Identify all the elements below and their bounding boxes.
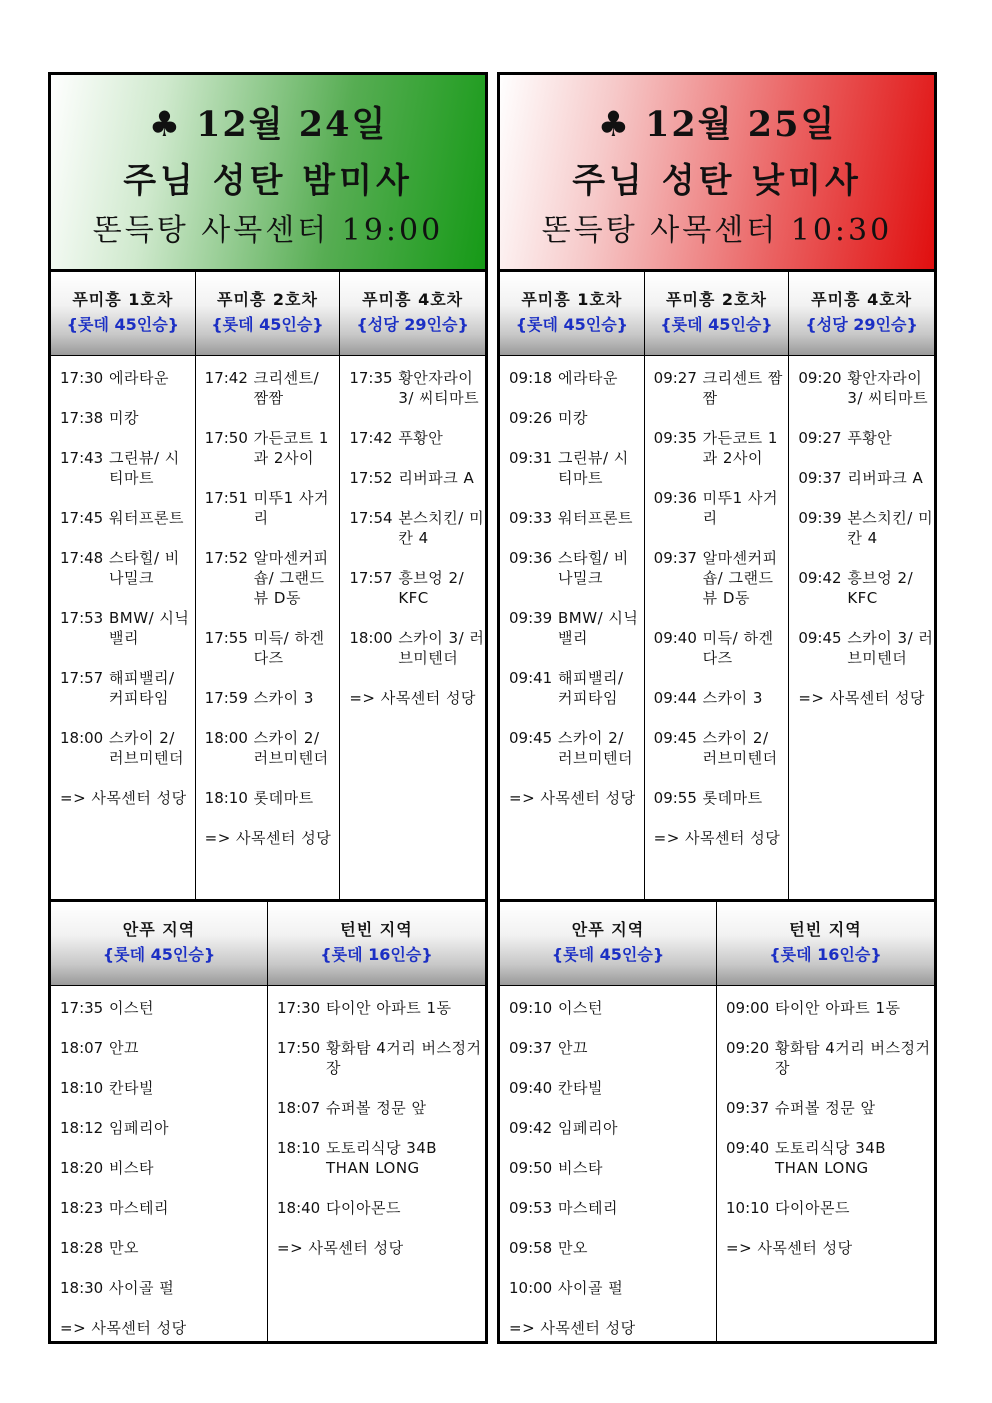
stop-place: 가든코트 1과 2사이 bbox=[702, 429, 778, 467]
route-header bbox=[51, 272, 195, 356]
bottom-routes bbox=[51, 902, 485, 1341]
stop-place: 롯데마트 bbox=[702, 789, 763, 807]
route-column bbox=[268, 902, 485, 1341]
stop-list bbox=[789, 356, 934, 708]
stop-list bbox=[340, 356, 485, 708]
stop-time: 10:00 bbox=[509, 1279, 553, 1297]
stop-time: 17:43 bbox=[60, 449, 104, 467]
stop-place: 칸타빌 bbox=[109, 1079, 154, 1097]
stop-time: 10:10 bbox=[726, 1199, 770, 1217]
stop-item bbox=[349, 428, 485, 448]
stop-time: 09:45 bbox=[653, 729, 697, 747]
stop-place: 다이아몬드 bbox=[775, 1199, 850, 1217]
stop-time: 18:07 bbox=[60, 1039, 104, 1057]
stop-place: 다이아몬드 bbox=[326, 1199, 401, 1217]
stop-item bbox=[654, 488, 789, 528]
stop-place: 미뚜1 사거리 bbox=[702, 489, 778, 527]
schedule-header bbox=[51, 75, 485, 272]
stop-place: 크리센트 짬짬 bbox=[702, 369, 783, 407]
stop-time: 17:51 bbox=[204, 489, 248, 507]
route-header bbox=[717, 902, 934, 986]
stop-time: 18:10 bbox=[277, 1139, 321, 1157]
stop-time: 18:10 bbox=[60, 1079, 104, 1097]
stop-place: 알마센커피숍/ 그랜드뷰 D동 bbox=[253, 549, 329, 607]
stop-time: 09:37 bbox=[509, 1039, 553, 1057]
stop-place: 에라타운 bbox=[558, 369, 618, 387]
stop-time: 17:30 bbox=[60, 369, 104, 387]
stop-place: 본스치킨/ 미칸 4 bbox=[847, 509, 934, 547]
stop-item bbox=[205, 628, 340, 668]
route-column bbox=[51, 272, 196, 899]
route-column bbox=[500, 902, 717, 1341]
stop-item bbox=[798, 568, 934, 608]
christmas-eve-schedule bbox=[48, 72, 488, 1344]
stop-place: 흥브엉 2/ KFC bbox=[398, 569, 465, 607]
route-header bbox=[196, 272, 340, 356]
stop-item bbox=[798, 628, 934, 668]
bus-info: {롯데 45인승} bbox=[66, 315, 180, 334]
stop-item bbox=[349, 508, 485, 548]
stop-time: 09:26 bbox=[509, 409, 553, 427]
stop-time: 18:00 bbox=[60, 729, 104, 747]
stop-place: 스카이 3/ 러브미텐더 bbox=[847, 629, 934, 667]
stop-time: 17:57 bbox=[349, 569, 393, 587]
stop-place: 만오 bbox=[558, 1239, 588, 1257]
stop-item bbox=[205, 428, 340, 468]
stop-place: 비스타 bbox=[109, 1159, 154, 1177]
stop-place: 미캉 bbox=[558, 409, 588, 427]
stop-place: 이스턴 bbox=[558, 999, 603, 1017]
stop-item bbox=[60, 1158, 267, 1178]
stop-item bbox=[509, 728, 644, 768]
stop-item bbox=[726, 1038, 934, 1078]
stop-place: 미득/ 하겐다즈 bbox=[253, 629, 325, 667]
stop-time: 09:42 bbox=[509, 1119, 553, 1137]
stop-place: 해피밸리/ 커피타임 bbox=[558, 669, 624, 707]
top-routes bbox=[500, 272, 934, 902]
route-column bbox=[645, 272, 790, 899]
stop-place: 타이안 아파트 1동 bbox=[775, 999, 901, 1017]
stop-item bbox=[60, 998, 267, 1018]
stop-place: 스타힐/ 비나밀크 bbox=[109, 549, 180, 587]
stop-item bbox=[509, 1238, 716, 1258]
stop-place: 임페리아 bbox=[109, 1119, 169, 1137]
stop-item bbox=[509, 1118, 716, 1138]
stop-time: 09:45 bbox=[509, 729, 553, 747]
stop-time: 17:55 bbox=[204, 629, 248, 647]
mass-title: 주님 성탄 밤미사 bbox=[123, 161, 413, 201]
stop-item bbox=[509, 608, 644, 648]
stop-place: 워터프론트 bbox=[558, 509, 633, 527]
stop-item bbox=[726, 1098, 934, 1118]
bus-info: {롯데 45인승} bbox=[211, 315, 324, 334]
stop-time: 09:37 bbox=[726, 1099, 770, 1117]
stop-item bbox=[726, 998, 934, 1018]
stop-time: 09:36 bbox=[653, 489, 697, 507]
stop-place: 스카이 2/ 러브미텐더 bbox=[558, 729, 633, 767]
stop-item bbox=[509, 368, 644, 388]
stop-item bbox=[654, 428, 789, 468]
stop-time: 17:50 bbox=[277, 1039, 321, 1057]
route-column bbox=[717, 902, 934, 1341]
stop-item bbox=[60, 368, 195, 388]
stop-time: 18:07 bbox=[277, 1099, 321, 1117]
route-header bbox=[500, 272, 644, 356]
stop-time: 17:42 bbox=[349, 429, 393, 447]
stop-time: 09:39 bbox=[798, 509, 842, 527]
destination: => 사목센터 성당 bbox=[204, 829, 332, 847]
bus-info: {롯데 45인승} bbox=[515, 315, 629, 334]
destination: => 사목센터 성당 bbox=[60, 1319, 187, 1337]
stop-item bbox=[509, 998, 716, 1018]
stop-place: 미캉 bbox=[109, 409, 139, 427]
stop-time: 17:35 bbox=[349, 369, 393, 387]
stop-item bbox=[205, 788, 340, 808]
stop-place: 스카이 2/ 러브미텐더 bbox=[702, 729, 778, 767]
stop-time: 09:58 bbox=[509, 1239, 553, 1257]
stop-time: 17:53 bbox=[60, 609, 104, 627]
stop-time: 09:37 bbox=[653, 549, 697, 567]
bus-info: {롯데 45인승} bbox=[102, 945, 216, 964]
stop-item bbox=[349, 368, 485, 408]
stop-item bbox=[349, 628, 485, 668]
stop-time: 17:54 bbox=[349, 509, 393, 527]
stop-item bbox=[509, 1198, 716, 1218]
destination: => 사목센터 성당 bbox=[726, 1239, 853, 1257]
stop-time: 09:39 bbox=[509, 609, 553, 627]
stop-time: 09:33 bbox=[509, 509, 553, 527]
stop-item bbox=[726, 1138, 934, 1178]
stop-place: 크리센트/ 짬짬 bbox=[253, 369, 320, 407]
stop-place: 사이골 펄 bbox=[109, 1279, 175, 1297]
route-title: 푸미흥 4호차 bbox=[811, 290, 913, 309]
stop-time: 09:20 bbox=[726, 1039, 770, 1057]
stop-time: 09:27 bbox=[653, 369, 697, 387]
stop-item bbox=[205, 488, 340, 528]
stop-item bbox=[798, 428, 934, 448]
stop-time: 09:35 bbox=[653, 429, 697, 447]
stop-time: 09:27 bbox=[798, 429, 842, 447]
stop-list bbox=[51, 356, 195, 808]
stop-place: BMW/ 시닉밸리 bbox=[109, 609, 190, 647]
bus-info: {성당 29인승} bbox=[805, 315, 918, 334]
stop-place: 푸황안 bbox=[398, 429, 444, 447]
route-header bbox=[268, 902, 485, 986]
stop-place: 안끄 bbox=[558, 1039, 588, 1057]
stop-item bbox=[60, 1038, 267, 1058]
mass-place-time: 똔득탕 사목센터 19:00 bbox=[92, 213, 444, 248]
stop-time: 09:31 bbox=[509, 449, 553, 467]
stop-time: 18:30 bbox=[60, 1279, 104, 1297]
stop-time: 17:38 bbox=[60, 409, 104, 427]
stop-item bbox=[277, 1098, 485, 1118]
stop-item bbox=[509, 1078, 716, 1098]
mass-date: 12월 25일 bbox=[645, 104, 837, 145]
stop-place: 롯데마트 bbox=[253, 789, 314, 807]
stop-place: 타이안 아파트 1동 bbox=[326, 999, 452, 1017]
route-column bbox=[340, 272, 485, 899]
stop-time: 09:50 bbox=[509, 1159, 553, 1177]
bus-info: {롯데 45인승} bbox=[551, 945, 665, 964]
route-header bbox=[645, 272, 789, 356]
stop-place: 푸황안 bbox=[847, 429, 893, 447]
route-column bbox=[51, 902, 268, 1341]
stop-place: 스카이 2/ 러브미텐더 bbox=[109, 729, 184, 767]
stop-place: BMW/ 시닉밸리 bbox=[558, 609, 639, 647]
mass-place-time: 똔득탕 사목센터 10:30 bbox=[541, 213, 893, 248]
route-title: 안푸 지역 bbox=[571, 920, 645, 939]
stop-time: 09:10 bbox=[509, 999, 553, 1017]
stop-place: 도토리식당 34B THAN LONG bbox=[775, 1139, 887, 1177]
stop-place: 마스테리 bbox=[109, 1199, 169, 1217]
route-title: 안푸 지역 bbox=[122, 920, 196, 939]
stop-place: 흥브엉 2/ KFC bbox=[847, 569, 914, 607]
stop-place: 슈퍼볼 정문 앞 bbox=[775, 1099, 876, 1117]
stop-item bbox=[509, 408, 644, 428]
stop-place: 임페리아 bbox=[558, 1119, 618, 1137]
stop-item bbox=[654, 368, 789, 408]
route-column bbox=[500, 272, 645, 899]
stop-item bbox=[798, 468, 934, 488]
stop-place: 알마센커피숍/ 그랜드뷰 D동 bbox=[702, 549, 778, 607]
bottom-routes bbox=[500, 902, 934, 1341]
stop-place: 워터프론트 bbox=[109, 509, 184, 527]
stop-place: 만오 bbox=[109, 1239, 139, 1257]
stop-item bbox=[205, 368, 340, 408]
stop-list bbox=[645, 356, 789, 848]
stop-time: 18:00 bbox=[204, 729, 248, 747]
stop-time: 09:44 bbox=[653, 689, 697, 707]
stop-item bbox=[277, 998, 485, 1018]
stop-place: 미득/ 하겐다즈 bbox=[702, 629, 774, 667]
route-title: 푸미흥 4호차 bbox=[362, 290, 464, 309]
bus-info: {성당 29인승} bbox=[356, 315, 469, 334]
stop-time: 18:23 bbox=[60, 1199, 104, 1217]
stop-place: 본스치킨/ 미칸 4 bbox=[398, 509, 485, 547]
stop-place: 슈퍼볼 정문 앞 bbox=[326, 1099, 427, 1117]
stop-item bbox=[60, 1278, 267, 1298]
stop-item bbox=[60, 728, 195, 768]
stop-time: 09:00 bbox=[726, 999, 770, 1017]
stop-time: 09:40 bbox=[509, 1079, 553, 1097]
stop-time: 17:48 bbox=[60, 549, 104, 567]
stop-item bbox=[60, 408, 195, 428]
mass-title: 주님 성탄 낮미사 bbox=[572, 161, 862, 201]
stop-place: 마스테리 bbox=[558, 1199, 618, 1217]
stop-item bbox=[205, 688, 340, 708]
destination: => 사목센터 성당 bbox=[60, 789, 187, 807]
bus-info: {롯데 45인승} bbox=[660, 315, 773, 334]
stop-item bbox=[277, 1198, 485, 1218]
stop-time: 09:18 bbox=[509, 369, 553, 387]
stop-place: 황화탐 4거리 버스정거장 bbox=[326, 1039, 482, 1077]
stop-list bbox=[500, 986, 716, 1338]
stop-item bbox=[60, 548, 195, 588]
stop-place: 황화탐 4거리 버스정거장 bbox=[775, 1039, 931, 1077]
route-title: 푸미흥 1호차 bbox=[521, 290, 623, 309]
route-header bbox=[51, 902, 267, 986]
route-header bbox=[340, 272, 485, 356]
stop-item bbox=[60, 1238, 267, 1258]
stop-place: 도토리식당 34B THAN LONG bbox=[326, 1139, 438, 1177]
route-column bbox=[196, 272, 341, 899]
stop-item bbox=[349, 568, 485, 608]
stop-list bbox=[500, 356, 644, 808]
bus-info: {롯데 16인승} bbox=[320, 945, 433, 964]
stop-place: 그린뷰/ 시티마트 bbox=[109, 449, 180, 487]
stop-item bbox=[798, 368, 934, 408]
stop-time: 17:59 bbox=[204, 689, 248, 707]
stop-place: 황안자라이 3/ 씨티마트 bbox=[398, 369, 480, 407]
stop-item bbox=[60, 608, 195, 648]
club-icon: ♣ bbox=[148, 104, 183, 145]
stop-item bbox=[60, 1118, 267, 1138]
stop-item bbox=[349, 468, 485, 488]
stop-place: 이스턴 bbox=[109, 999, 154, 1017]
destination: => 사목센터 성당 bbox=[509, 1319, 636, 1337]
stop-time: 09:36 bbox=[509, 549, 553, 567]
destination: => 사목센터 성당 bbox=[349, 689, 476, 707]
bus-info: {롯데 16인승} bbox=[769, 945, 882, 964]
stop-time: 09:37 bbox=[798, 469, 842, 487]
stop-time: 18:00 bbox=[349, 629, 393, 647]
stop-item bbox=[60, 1198, 267, 1218]
destination: => 사목센터 성당 bbox=[653, 829, 781, 847]
stop-time: 09:45 bbox=[798, 629, 842, 647]
stop-time: 09:40 bbox=[726, 1139, 770, 1157]
stop-item bbox=[509, 508, 644, 528]
stop-item bbox=[205, 548, 340, 608]
stop-item bbox=[205, 728, 340, 768]
route-title: 턴빈 지역 bbox=[789, 920, 862, 939]
route-header bbox=[789, 272, 934, 356]
schedule-header bbox=[500, 75, 934, 272]
stop-place: 스카이 2/ 러브미텐더 bbox=[253, 729, 329, 767]
stop-time: 17:50 bbox=[204, 429, 248, 447]
stop-time: 09:42 bbox=[798, 569, 842, 587]
stop-time: 09:53 bbox=[509, 1199, 553, 1217]
stop-place: 가든코트 1과 2사이 bbox=[253, 429, 329, 467]
route-title: 푸미흥 1호차 bbox=[72, 290, 174, 309]
stop-place: 에라타운 bbox=[109, 369, 169, 387]
stop-item bbox=[654, 728, 789, 768]
stop-place: 황안자라이 3/ 씨티마트 bbox=[847, 369, 929, 407]
stop-item bbox=[60, 1078, 267, 1098]
stop-item bbox=[654, 688, 789, 708]
destination: => 사목센터 성당 bbox=[277, 1239, 404, 1257]
stop-place: 사이골 펄 bbox=[558, 1279, 624, 1297]
stop-item bbox=[509, 668, 644, 708]
stop-time: 17:35 bbox=[60, 999, 104, 1017]
route-column bbox=[789, 272, 934, 899]
stop-time: 17:57 bbox=[60, 669, 104, 687]
stop-item bbox=[509, 1158, 716, 1178]
stop-time: 09:20 bbox=[798, 369, 842, 387]
stop-list bbox=[51, 986, 267, 1338]
stop-time: 18:10 bbox=[204, 789, 248, 807]
stop-item bbox=[654, 628, 789, 668]
stop-place: 그린뷰/ 시티마트 bbox=[558, 449, 629, 487]
stop-place: 리버파크 A bbox=[847, 469, 924, 487]
stop-place: 스카이 3 bbox=[253, 689, 314, 707]
stop-item bbox=[726, 1198, 934, 1218]
club-icon: ♣ bbox=[597, 104, 632, 145]
stop-time: 09:41 bbox=[509, 669, 553, 687]
stop-time: 18:40 bbox=[277, 1199, 321, 1217]
stop-time: 17:30 bbox=[277, 999, 321, 1017]
stop-place: 비스타 bbox=[558, 1159, 603, 1177]
destination: => 사목센터 성당 bbox=[798, 689, 925, 707]
stop-list bbox=[268, 986, 485, 1258]
christmas-day-schedule bbox=[497, 72, 937, 1344]
mass-date: 12월 24일 bbox=[196, 104, 388, 145]
stop-item bbox=[60, 668, 195, 708]
stop-place: 스타힐/ 비나밀크 bbox=[558, 549, 629, 587]
stop-list bbox=[717, 986, 934, 1258]
stop-item bbox=[509, 1038, 716, 1058]
destination: => 사목센터 성당 bbox=[509, 789, 636, 807]
stop-item bbox=[60, 448, 195, 488]
stop-place: 미뚜1 사거리 bbox=[253, 489, 329, 527]
stop-item bbox=[654, 548, 789, 608]
stop-time: 18:12 bbox=[60, 1119, 104, 1137]
top-routes bbox=[51, 272, 485, 902]
stop-list bbox=[196, 356, 340, 848]
stop-place: 안끄 bbox=[109, 1039, 139, 1057]
route-header bbox=[500, 902, 716, 986]
stop-item bbox=[60, 508, 195, 528]
stop-time: 18:28 bbox=[60, 1239, 104, 1257]
stop-time: 17:52 bbox=[349, 469, 393, 487]
stop-place: 스카이 3 bbox=[702, 689, 763, 707]
stop-place: 리버파크 A bbox=[398, 469, 475, 487]
route-title: 턴빈 지역 bbox=[340, 920, 413, 939]
stop-item bbox=[798, 508, 934, 548]
stop-time: 17:52 bbox=[204, 549, 248, 567]
route-title: 푸미흥 2호차 bbox=[216, 290, 318, 309]
stop-time: 17:42 bbox=[204, 369, 248, 387]
stop-item bbox=[277, 1038, 485, 1078]
route-title: 푸미흥 2호차 bbox=[665, 290, 767, 309]
stop-item bbox=[654, 788, 789, 808]
stop-item bbox=[509, 1278, 716, 1298]
stop-place: 칸타빌 bbox=[558, 1079, 603, 1097]
stop-place: 해피밸리/ 커피타임 bbox=[109, 669, 175, 707]
stop-item bbox=[509, 548, 644, 588]
stop-place: 스카이 3/ 러브미텐더 bbox=[398, 629, 485, 667]
stop-item bbox=[277, 1138, 485, 1178]
stop-item bbox=[509, 448, 644, 488]
stop-time: 17:45 bbox=[60, 509, 104, 527]
stop-time: 09:55 bbox=[653, 789, 697, 807]
stop-time: 18:20 bbox=[60, 1159, 104, 1177]
stop-time: 09:40 bbox=[653, 629, 697, 647]
